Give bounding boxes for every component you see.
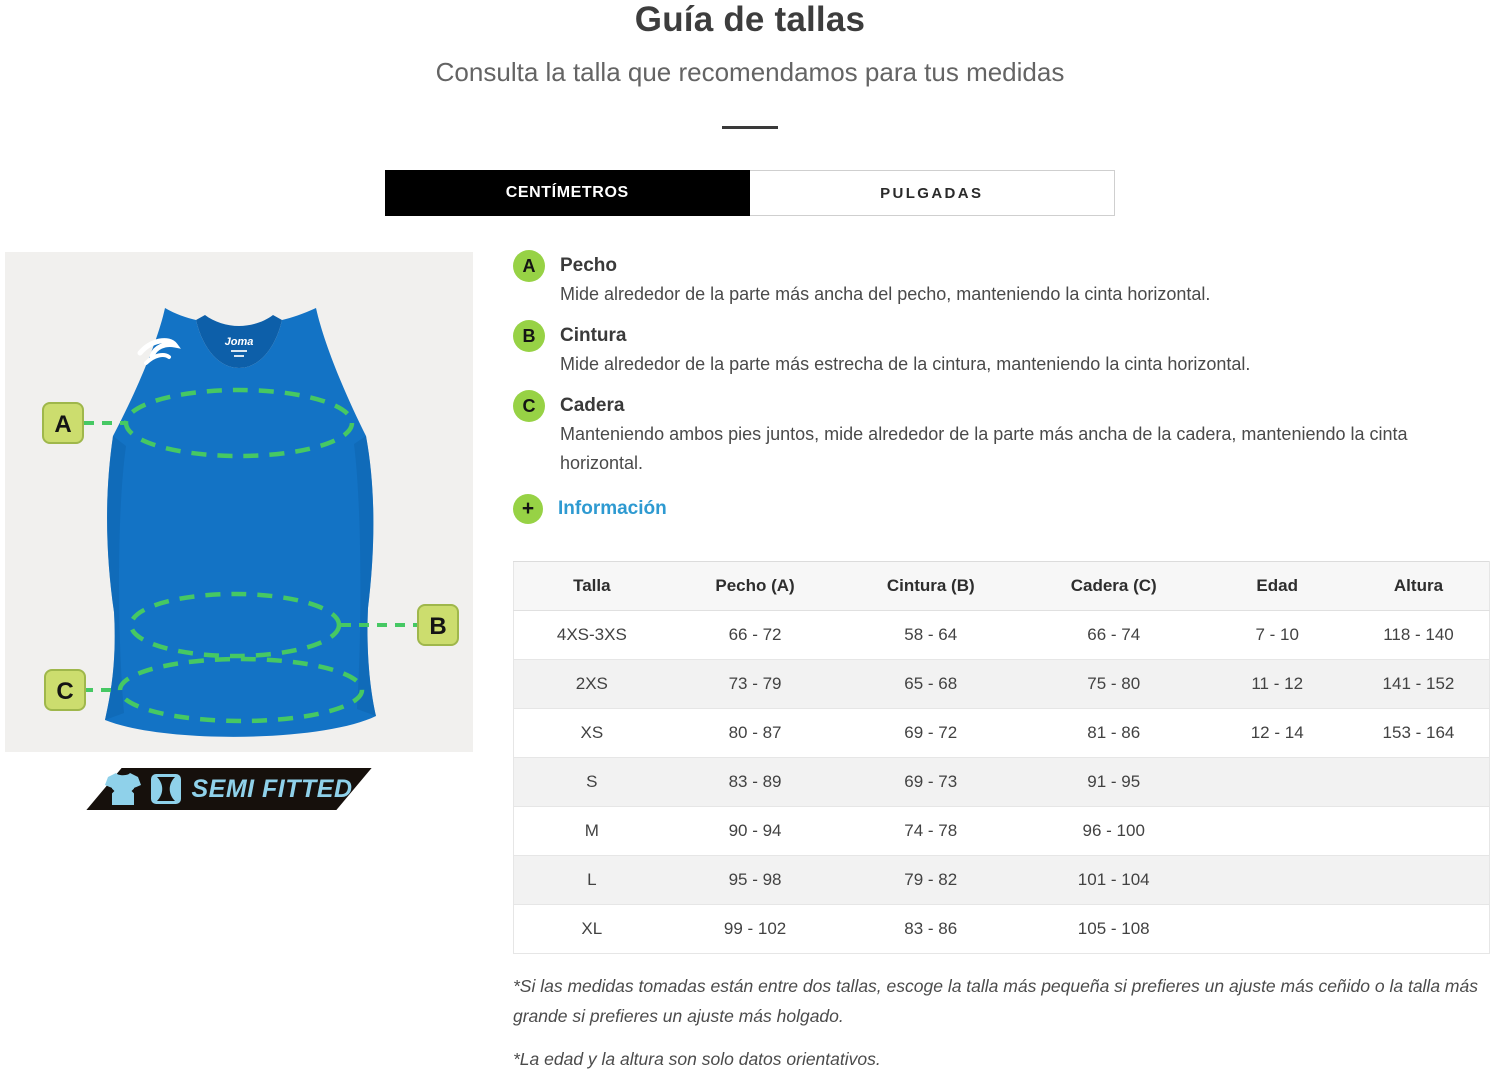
cell: 75 - 80 [1087,674,1141,693]
cell: 83 - 86 [904,919,958,938]
cell [1348,856,1490,905]
cell [1348,758,1490,807]
cell: 4XS-3XS [556,625,627,644]
cell: 153 - 164 [1382,723,1455,742]
tshirt-fit-icon [105,772,141,806]
cell: XS [580,723,604,742]
fit-badge [104,768,354,810]
col-pecho: Pecho (A) [670,562,841,611]
table-row [514,807,1490,856]
cell: 79 - 82 [904,870,958,889]
legend-desc-cintura: Mide alrededor de la parte más estrecha de la cintura, manteniendo la cinta horizontal. [560,354,1251,374]
legend-item-cadera [513,390,1490,478]
cell: 118 - 140 [1383,625,1454,644]
cell: 69 - 72 [904,723,958,742]
svg-text:Joma: Joma [224,336,254,348]
page-subtitle: Consulta la talla que recomendamos para tus medidas [435,57,1065,87]
cell [1206,758,1348,807]
cell: 83 - 89 [728,772,782,791]
legend-item-pecho [513,250,1490,309]
cell: 2XS [575,674,608,693]
legend-letter: A [522,255,536,276]
measurement-legend [513,245,1490,524]
tab-pulgadas[interactable]: PULGADAS [750,170,1116,216]
fit-badge-label: SEMI FITTED [191,774,353,803]
col-altura: Altura [1348,562,1490,611]
info-plus-icon[interactable] [513,494,543,524]
footnote-sizes: *Si las medidas tomadas están entre dos tallas, escoge la talla más pequeña si prefieres un ajuste más ceñido o la talla más grande si prefieres un ajuste más holgado. [513,976,1478,1026]
legend-marker-c-icon [513,390,545,422]
svg-text:B: B [429,613,447,640]
cell: 80 - 87 [728,723,782,742]
col-cadera: Cadera (C) [1021,562,1206,611]
waist-fit-icon [151,774,181,804]
cell: 101 - 104 [1077,870,1150,889]
cell: 65 - 68 [904,674,958,693]
size-table-header-row [514,562,1490,611]
size-table [513,561,1490,954]
legend-title-pecho: Pecho [560,255,618,276]
legend-item-cintura [513,320,1490,379]
table-row [514,709,1490,758]
cell: 141 - 152 [1382,674,1455,693]
cell: 69 - 73 [904,772,958,791]
cell: XL [581,919,603,938]
cell: 105 - 108 [1077,919,1150,938]
legend-title-cadera: Cadera [560,395,625,416]
footnote-age-height: *La edad y la altura son solo datos orientativos. [513,1049,881,1069]
plus-symbol: + [521,497,535,520]
legend-letter: B [522,325,536,346]
size-info-panel [513,245,1490,1087]
legend-desc-pecho: Mide alrededor de la parte más ancha del pecho, manteniendo la cinta horizontal. [560,284,1211,304]
unit-tabs [385,170,1115,216]
cell: 12 - 14 [1250,723,1304,742]
cell [1206,807,1348,856]
cell: M [584,821,599,840]
footnotes [513,971,1490,1074]
cell: 73 - 79 [728,674,782,693]
cell: 99 - 102 [723,919,787,938]
cell: 58 - 64 [904,625,958,644]
col-cintura: Cintura (B) [840,562,1021,611]
cell [1348,807,1490,856]
table-row [514,758,1490,807]
cell: 81 - 86 [1087,723,1141,742]
cell: 11 - 12 [1251,674,1304,693]
cell: 66 - 74 [1087,625,1141,644]
col-edad: Edad [1206,562,1348,611]
svg-text:A: A [54,411,72,438]
table-row [514,660,1490,709]
cell: 91 - 95 [1087,772,1141,791]
col-talla: Talla [514,562,670,611]
cell: S [586,772,598,791]
cell: 7 - 10 [1255,625,1299,644]
cell: L [587,870,597,889]
product-measure-panel [5,252,473,810]
legend-marker-b-icon [513,320,545,352]
legend-title-cintura: Cintura [560,325,627,346]
table-row [514,856,1490,905]
info-row [513,494,1490,524]
header-divider [722,126,778,129]
table-row [514,611,1490,660]
legend-letter: C [522,395,536,416]
product-photo [5,252,473,752]
informacion-link[interactable]: Información [558,498,667,519]
cell: 66 - 72 [728,625,782,644]
legend-marker-a-icon [513,250,545,282]
svg-text:C: C [56,678,74,705]
tank-top-illustration [5,252,473,752]
cell [1348,905,1490,954]
page-title: Guía de tallas [634,0,866,39]
tab-centimetros[interactable]: CENTÍMETROS [385,170,750,216]
cell: 90 - 94 [728,821,782,840]
cell: 74 - 78 [904,821,958,840]
cell [1206,856,1348,905]
table-row [514,905,1490,954]
cell: 95 - 98 [728,870,782,889]
cell: 96 - 100 [1082,821,1145,840]
legend-desc-cadera: Manteniendo ambos pies juntos, mide alrededor de la parte más ancha de la cadera, manteniendo la cinta horizontal. [560,424,1408,473]
cell [1206,905,1348,954]
